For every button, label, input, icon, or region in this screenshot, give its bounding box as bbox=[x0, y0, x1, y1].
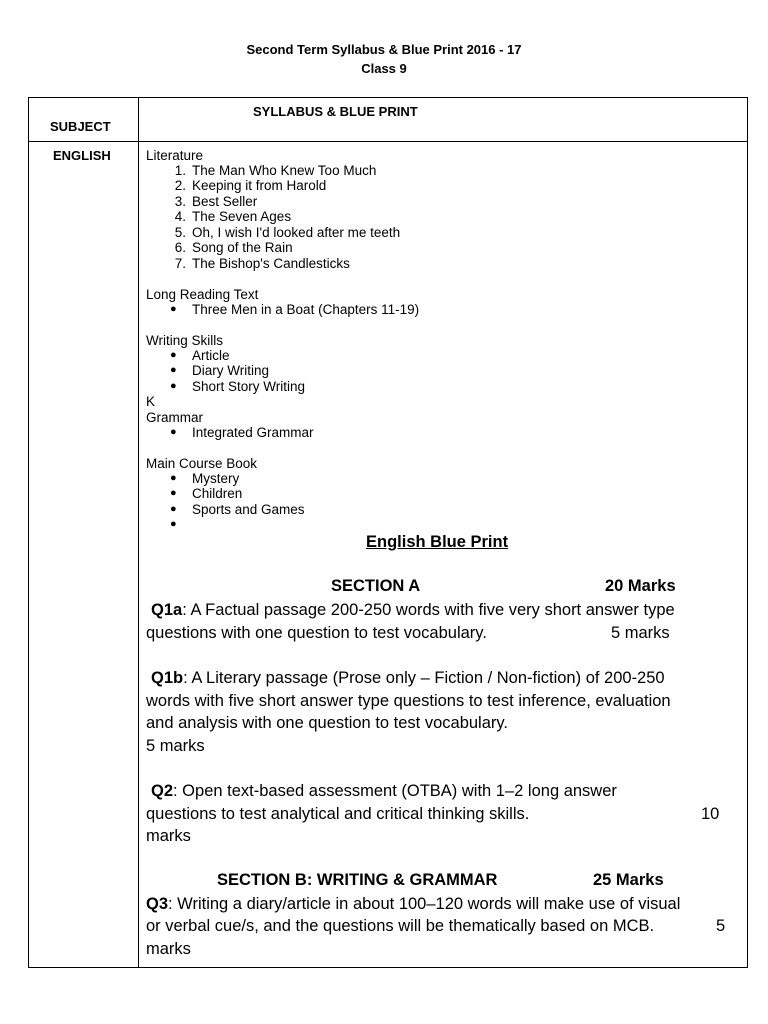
literature-list bbox=[174, 163, 401, 272]
grammar-list bbox=[170, 425, 314, 440]
main-course-book-list bbox=[170, 471, 305, 533]
grammar-heading: Grammar bbox=[146, 410, 203, 425]
q3-line1: Q3: Writing a diary/article in about 100–120 words will make use of visual bbox=[146, 895, 681, 913]
q1a-marks: 5 marks bbox=[611, 624, 670, 642]
q2-line1: Q2: Open text-based assessment (OTBA) with 1–2 long answer bbox=[151, 782, 617, 800]
document-title: Second Term Syllabus & Blue Print 2016 - 17 bbox=[246, 42, 522, 57]
q3-marks-number: 5 bbox=[716, 917, 726, 935]
writing-skills-list bbox=[170, 348, 306, 394]
list-item: 3. Best Seller bbox=[174, 193, 258, 209]
blueprint-title: English Blue Print bbox=[366, 533, 509, 551]
stray-character: K bbox=[146, 394, 156, 409]
class-label: Class 9 bbox=[361, 61, 407, 76]
list-item: ● Short Story Writing bbox=[170, 378, 306, 394]
q1a-label: Q1a bbox=[151, 601, 183, 619]
writing-skills-heading: Writing Skills bbox=[146, 333, 224, 348]
subject-english: ENGLISH bbox=[53, 148, 111, 163]
q1a-line1: Q1a: A Factual passage 200-250 words with five very short answer type bbox=[151, 601, 675, 619]
list-item: 4. The Seven Ages bbox=[174, 209, 292, 225]
q2-label: Q2 bbox=[151, 782, 174, 800]
list-item: 5. Oh, I wish I'd looked after me teeth bbox=[174, 224, 401, 240]
section-b-heading: SECTION B: WRITING & GRAMMAR bbox=[217, 871, 498, 889]
section-b-marks: 25 Marks bbox=[593, 871, 664, 889]
q1b-marks: 5 marks bbox=[146, 737, 205, 755]
list-item: ● Integrated Grammar bbox=[170, 425, 314, 440]
q1b-line1: Q1b: A Literary passage (Prose only – Fiction / Non-fiction) of 200-250 bbox=[151, 669, 665, 687]
section-a-heading: SECTION A bbox=[331, 577, 421, 595]
list-item: ● Mystery bbox=[170, 471, 240, 486]
main-course-book-heading: Main Course Book bbox=[146, 456, 258, 471]
subject-column-header: SUBJECT bbox=[50, 119, 111, 134]
literature-heading: Literature bbox=[146, 148, 204, 163]
q1b-line2: words with five short answer type questions to test inference, evaluation bbox=[146, 692, 671, 710]
long-reading-heading: Long Reading Text bbox=[146, 287, 259, 302]
q2-marks-word: marks bbox=[146, 827, 191, 845]
q3-label: Q3 bbox=[146, 895, 169, 913]
q1a-line2: questions with one question to test vocabulary. bbox=[146, 624, 487, 642]
long-reading-list bbox=[170, 302, 420, 317]
q1b-line3: and analysis with one question to test vocabulary. bbox=[146, 714, 508, 732]
q2-marks-number: 10 bbox=[701, 805, 720, 823]
list-item: ● Diary Writing bbox=[170, 363, 270, 379]
q1b-label: Q1b bbox=[151, 669, 184, 687]
q3-line2: or verbal cue/s, and the questions will be thematically based on MCB. bbox=[146, 917, 655, 935]
list-item: ● Children bbox=[170, 486, 243, 502]
header-row-divider bbox=[29, 141, 747, 142]
list-item: 6. Song of the Rain bbox=[174, 240, 293, 256]
list-item: ● Sports and Games bbox=[170, 501, 305, 517]
section-a-marks: 20 Marks bbox=[605, 577, 676, 595]
list-item: ● Three Men in a Boat (Chapters 11-19) bbox=[170, 302, 420, 317]
list-item: 7. The Bishop's Candlesticks bbox=[174, 256, 350, 272]
list-item: ● Article bbox=[170, 348, 230, 363]
q3-marks-word: marks bbox=[146, 940, 191, 958]
q2-line2: questions to test analytical and critical thinking skills. bbox=[146, 805, 530, 823]
list-item: 1. The Man Who Knew Too Much bbox=[174, 163, 377, 178]
column-divider bbox=[138, 98, 139, 967]
list-item: 2. Keeping it from Harold bbox=[174, 178, 327, 194]
syllabus-column-header: SYLLABUS & BLUE PRINT bbox=[253, 104, 418, 119]
list-item: ● bbox=[170, 518, 177, 531]
